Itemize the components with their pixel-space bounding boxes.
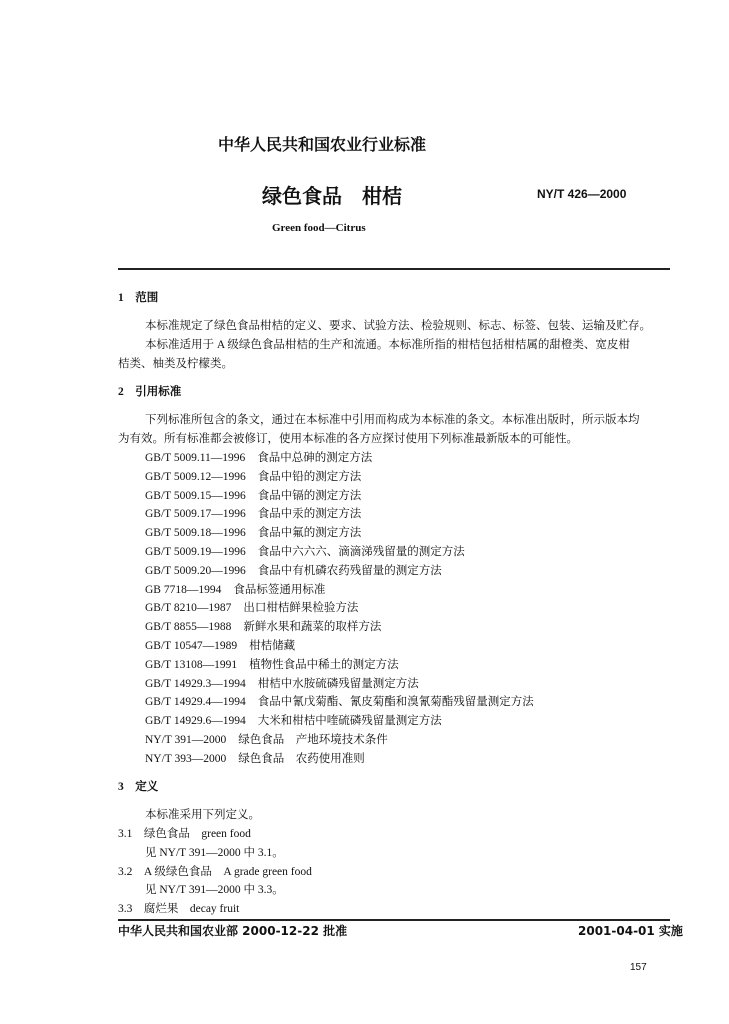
doc-number: NY/T 426—2000 (537, 187, 627, 201)
reference-title: 食品标签通用标准 (233, 583, 326, 596)
reference-code: GB/T 5009.12—1996 (145, 470, 246, 483)
reference-item (145, 583, 325, 597)
reference-item (145, 733, 388, 747)
section-1-para: 本标准规定了绿色食品柑桔的定义、要求、试验方法、检验规则、标志、标签、包装、运输及贮存。 (145, 320, 651, 332)
reference-item (145, 695, 534, 709)
section-2-para: 为有效。所有标准都会被修订，使用本标准的各方应探讨使用下列标准最新版本的可能性。 (118, 433, 578, 445)
reference-code: GB/T 5009.18—1996 (145, 527, 246, 540)
reference-title: 植物性食品中稀土的测定方法 (249, 658, 399, 671)
definition-3-2: 3.2 A 级绿色食品 A grade green food (118, 866, 312, 878)
reference-code: GB/T 8210—1987 (145, 602, 232, 615)
reference-item (145, 752, 365, 766)
reference-item (145, 601, 358, 615)
definition-3-3: 3.3 腐烂果 decay fruit (118, 903, 240, 915)
reference-item (145, 620, 381, 634)
reference-item (145, 507, 361, 521)
section-1-para: 本标准适用于 A 级绿色食品柑桔的生产和流通。本标准所指的柑桔包括柑桔属的甜橙类、宽皮柑 (145, 339, 630, 351)
reference-title: 绿色食品 产地环境技术条件 (238, 734, 388, 746)
reference-code: GB 7718—1994 (145, 583, 222, 596)
reference-title: 大米和柑桔中喹硫磷残留量测定方法 (257, 715, 442, 728)
reference-item (145, 639, 295, 653)
section-1-heading: 1 范围 (118, 292, 159, 304)
reference-code: NY/T 391—2000 (145, 734, 227, 746)
reference-title: 食品中氟的测定方法 (257, 527, 362, 540)
approval-date: 中华人民共和国农业部 2000-12-22 批准 (118, 924, 348, 938)
reference-title: 柑桔中水胺硫磷残留量测定方法 (257, 677, 419, 690)
definition-3-1-ref: 见 NY/T 391—2000 中 3.1。 (145, 847, 284, 859)
reference-code: GB/T 14929.3—1994 (145, 677, 246, 690)
definition-3-1: 3.1 绿色食品 green food (118, 828, 251, 840)
reference-title: 食品中镉的测定方法 (257, 489, 362, 502)
reference-title: 食品中汞的测定方法 (257, 508, 362, 521)
section-2-heading: 2 引用标准 (118, 386, 182, 398)
reference-item (145, 564, 442, 578)
org-title: 中华人民共和国农业行业标准 (218, 135, 427, 154)
reference-item (145, 526, 361, 540)
reference-code: GB/T 14929.6—1994 (145, 715, 246, 728)
reference-title: 食品中总砷的测定方法 (257, 452, 373, 464)
reference-item (145, 545, 465, 559)
section-3-heading: 3 定义 (118, 781, 159, 793)
reference-code: GB/T 5009.17—1996 (145, 508, 246, 521)
reference-code: GB/T 5009.19—1996 (145, 546, 246, 558)
section-1-para: 桔类、柚类及柠檬类。 (118, 358, 233, 370)
reference-title: 出口柑桔鲜果检验方法 (243, 602, 359, 615)
reference-code: GB/T 5009.15—1996 (145, 489, 246, 502)
reference-code: GB/T 8855—1988 (145, 621, 232, 634)
reference-title: 食品中铅的测定方法 (257, 470, 362, 483)
reference-item (145, 451, 372, 465)
reference-item (145, 658, 399, 672)
reference-code: NY/T 393—2000 (145, 752, 227, 765)
page-number: 157 (630, 962, 647, 973)
reference-item (145, 677, 419, 691)
section-3-intro: 本标准采用下列定义。 (145, 809, 260, 821)
reference-item (145, 489, 361, 503)
reference-code: GB/T 13108—1991 (145, 658, 238, 671)
footer-rule (118, 919, 670, 921)
reference-title: 柑桔储藏 (249, 640, 296, 652)
reference-item (145, 714, 442, 728)
reference-code: GB/T 5009.11—1996 (145, 452, 246, 464)
effective-date: 2001-04-01 实施 (578, 924, 683, 938)
reference-title: 新鲜水果和蔬菜的取样方法 (243, 621, 382, 634)
english-title: Green food—Citrus (272, 222, 366, 234)
reference-code: GB/T 14929.4—1994 (145, 696, 246, 709)
reference-item (145, 470, 361, 484)
doc-title: 绿色食品 柑桔 (262, 184, 402, 208)
reference-title: 食品中有机磷农药残留量的测定方法 (257, 564, 442, 577)
reference-code: GB/T 5009.20—1996 (145, 564, 246, 577)
header-rule (118, 268, 670, 270)
section-2-para: 下列标准所包含的条文，通过在本标准中引用而构成为本标准的条文。本标准出版时，所示版本均 (145, 414, 640, 426)
reference-title: 食品中六六六、滴滴涕残留量的测定方法 (257, 546, 465, 558)
definition-3-2-ref: 见 NY/T 391—2000 中 3.3。 (145, 884, 284, 896)
reference-title: 食品中氰戊菊酯、氰皮菊酯和溴氰菊酯残留量测定方法 (257, 696, 534, 709)
reference-code: GB/T 10547—1989 (145, 640, 238, 652)
reference-title: 绿色食品 农药使用准则 (238, 752, 365, 765)
